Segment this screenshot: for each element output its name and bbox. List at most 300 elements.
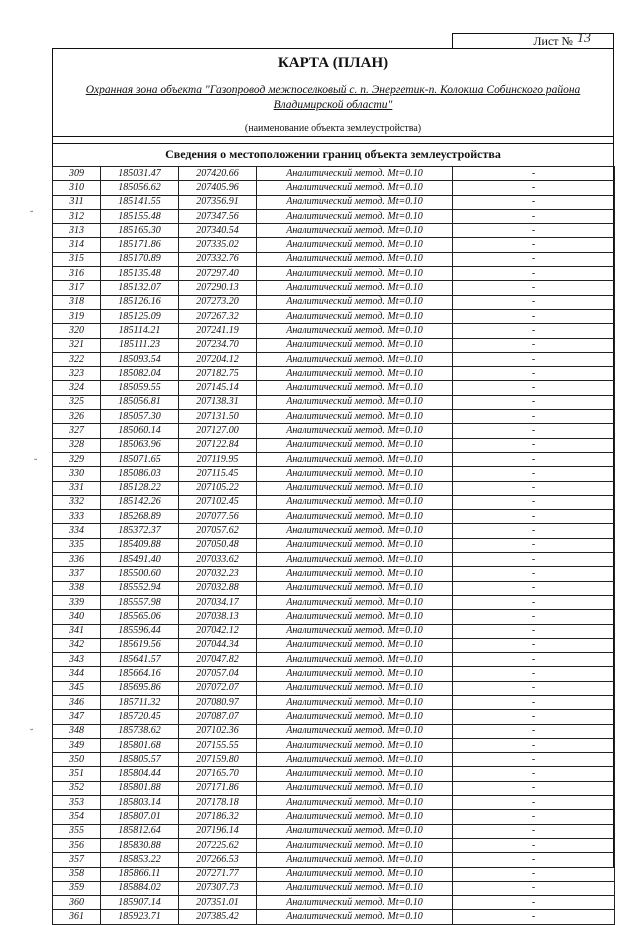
- table-row: [53, 324, 615, 338]
- description: -: [453, 167, 615, 181]
- coordinate-y: 207127.00: [179, 424, 257, 438]
- point-number: 319: [53, 309, 101, 323]
- point-number: 318: [53, 295, 101, 309]
- coordinate-x: 185165.30: [101, 224, 179, 238]
- coordinate-x: 185805.57: [101, 753, 179, 767]
- method-accuracy: Аналитический метод. Mt=0.10: [257, 753, 453, 767]
- coordinate-y: 207077.56: [179, 510, 257, 524]
- coordinate-y: 207122.84: [179, 438, 257, 452]
- description: -: [453, 610, 615, 624]
- table-row: [53, 438, 615, 452]
- coordinate-y: 207032.88: [179, 581, 257, 595]
- coordinates-table: [52, 166, 615, 925]
- description: -: [453, 352, 615, 366]
- description: -: [453, 324, 615, 338]
- table-row: [53, 738, 615, 752]
- method-accuracy: Аналитический метод. Mt=0.10: [257, 338, 453, 352]
- margin-mark: ˘: [30, 210, 34, 221]
- description: -: [453, 710, 615, 724]
- point-number: 337: [53, 567, 101, 581]
- point-number: 317: [53, 281, 101, 295]
- method-accuracy: Аналитический метод. Mt=0.10: [257, 610, 453, 624]
- coordinate-y: 207038.13: [179, 610, 257, 624]
- coordinate-x: 185128.22: [101, 481, 179, 495]
- table-row: [53, 681, 615, 695]
- margin-mark: ˘: [30, 728, 34, 739]
- coordinate-x: 185801.88: [101, 781, 179, 795]
- table-row: [53, 610, 615, 624]
- point-number: 339: [53, 595, 101, 609]
- method-accuracy: Аналитический метод. Mt=0.10: [257, 824, 453, 838]
- table-row: [53, 881, 615, 895]
- coordinate-x: 185866.11: [101, 867, 179, 881]
- method-accuracy: Аналитический метод. Mt=0.10: [257, 853, 453, 867]
- point-number: 313: [53, 224, 101, 238]
- table-row: [53, 424, 615, 438]
- description: -: [453, 524, 615, 538]
- table-row: [53, 224, 615, 238]
- point-number: 335: [53, 538, 101, 552]
- coordinate-y: 207385.42: [179, 910, 257, 924]
- description: -: [453, 467, 615, 481]
- description: -: [453, 295, 615, 309]
- coordinate-y: 207042.12: [179, 624, 257, 638]
- coordinate-x: 185372.37: [101, 524, 179, 538]
- table-row: [53, 209, 615, 223]
- coordinate-x: 185738.62: [101, 724, 179, 738]
- point-number: 361: [53, 910, 101, 924]
- description: -: [453, 867, 615, 881]
- table-row: [53, 653, 615, 667]
- coordinate-x: 185125.09: [101, 309, 179, 323]
- coordinate-y: 207138.31: [179, 395, 257, 409]
- coordinate-y: 207297.40: [179, 267, 257, 281]
- coordinate-x: 185082.04: [101, 367, 179, 381]
- table-row: [53, 524, 615, 538]
- point-number: 330: [53, 467, 101, 481]
- table-row: [53, 410, 615, 424]
- page-title: КАРТА (ПЛАН): [277, 55, 389, 71]
- table-row: [53, 267, 615, 281]
- table-row: [53, 838, 615, 852]
- sheet-number-box: [452, 33, 614, 48]
- description: -: [453, 624, 615, 638]
- coordinate-y: 207131.50: [179, 410, 257, 424]
- coordinate-x: 185830.88: [101, 838, 179, 852]
- description: -: [453, 209, 615, 223]
- method-accuracy: Аналитический метод. Mt=0.10: [257, 581, 453, 595]
- description: -: [453, 338, 615, 352]
- table-row: [53, 452, 615, 466]
- method-accuracy: Аналитический метод. Mt=0.10: [257, 781, 453, 795]
- coordinate-x: 185126.16: [101, 295, 179, 309]
- coordinate-x: 185111.23: [101, 338, 179, 352]
- point-number: 334: [53, 524, 101, 538]
- description: -: [453, 452, 615, 466]
- description: -: [453, 381, 615, 395]
- table-row: [53, 896, 615, 910]
- coordinate-y: 207032.23: [179, 567, 257, 581]
- method-accuracy: Аналитический метод. Mt=0.10: [257, 367, 453, 381]
- method-accuracy: Аналитический метод. Mt=0.10: [257, 181, 453, 195]
- coordinate-x: 185596.44: [101, 624, 179, 638]
- coordinate-y: 207044.34: [179, 638, 257, 652]
- coordinate-y: 207159.80: [179, 753, 257, 767]
- description: -: [453, 667, 615, 681]
- object-name: Охранная зона объекта "Газопровод межпоселковый с. п. Энергетик-п. Колокша Собинского района Владимирской области": [85, 84, 581, 111]
- table-row: [53, 553, 615, 567]
- coordinate-x: 185056.81: [101, 395, 179, 409]
- description: -: [453, 581, 615, 595]
- table-row: [53, 352, 615, 366]
- point-number: 324: [53, 381, 101, 395]
- point-number: 348: [53, 724, 101, 738]
- method-accuracy: Аналитический метод. Mt=0.10: [257, 410, 453, 424]
- description: -: [453, 896, 615, 910]
- table-row: [53, 367, 615, 381]
- point-number: 333: [53, 510, 101, 524]
- method-accuracy: Аналитический метод. Mt=0.10: [257, 510, 453, 524]
- method-accuracy: Аналитический метод. Mt=0.10: [257, 467, 453, 481]
- point-number: 310: [53, 181, 101, 195]
- coordinate-y: 207420.66: [179, 167, 257, 181]
- coordinate-x: 185619.56: [101, 638, 179, 652]
- point-number: 327: [53, 424, 101, 438]
- coordinate-y: 207145.14: [179, 381, 257, 395]
- point-number: 325: [53, 395, 101, 409]
- point-number: 342: [53, 638, 101, 652]
- point-number: 346: [53, 695, 101, 709]
- coordinate-x: 185409.88: [101, 538, 179, 552]
- coordinate-x: 185093.54: [101, 352, 179, 366]
- point-number: 351: [53, 767, 101, 781]
- method-accuracy: Аналитический метод. Mt=0.10: [257, 352, 453, 366]
- description: -: [453, 481, 615, 495]
- table-row: [53, 910, 615, 924]
- method-accuracy: Аналитический метод. Mt=0.10: [257, 438, 453, 452]
- description: -: [453, 810, 615, 824]
- description: -: [453, 567, 615, 581]
- coordinate-x: 185557.98: [101, 595, 179, 609]
- description: -: [453, 252, 615, 266]
- table-row: [53, 395, 615, 409]
- coordinate-y: 207033.62: [179, 553, 257, 567]
- point-number: 328: [53, 438, 101, 452]
- point-number: 358: [53, 867, 101, 881]
- table-row: [53, 567, 615, 581]
- description: -: [453, 724, 615, 738]
- description: -: [453, 395, 615, 409]
- coordinate-x: 185063.96: [101, 438, 179, 452]
- table-row: [53, 538, 615, 552]
- description: -: [453, 538, 615, 552]
- method-accuracy: Аналитический метод. Mt=0.10: [257, 838, 453, 852]
- method-accuracy: Аналитический метод. Mt=0.10: [257, 481, 453, 495]
- coordinate-y: 207340.54: [179, 224, 257, 238]
- coordinate-x: 185552.94: [101, 581, 179, 595]
- point-number: 355: [53, 824, 101, 838]
- coordinate-x: 185907.14: [101, 896, 179, 910]
- description: -: [453, 224, 615, 238]
- method-accuracy: Аналитический метод. Mt=0.10: [257, 452, 453, 466]
- coordinate-y: 207307.73: [179, 881, 257, 895]
- method-accuracy: Аналитический метод. Mt=0.10: [257, 881, 453, 895]
- section-heading: Сведения о местоположении границ объекта землеустройства: [165, 147, 501, 161]
- sheet-number: 13: [577, 31, 591, 46]
- point-number: 341: [53, 624, 101, 638]
- table-row: [53, 381, 615, 395]
- coordinate-x: 185720.45: [101, 710, 179, 724]
- table-row: [53, 495, 615, 509]
- table-row: [53, 667, 615, 681]
- table-row: [53, 595, 615, 609]
- coordinate-x: 185031.47: [101, 167, 179, 181]
- coordinate-y: 207178.18: [179, 796, 257, 810]
- description: -: [453, 738, 615, 752]
- coordinate-x: 185142.26: [101, 495, 179, 509]
- coordinate-x: 185803.14: [101, 796, 179, 810]
- table-row: [53, 767, 615, 781]
- divider: [52, 136, 614, 137]
- coordinate-x: 185923.71: [101, 910, 179, 924]
- method-accuracy: Аналитический метод. Mt=0.10: [257, 538, 453, 552]
- table-row: [53, 724, 615, 738]
- description: -: [453, 195, 615, 209]
- point-number: 353: [53, 796, 101, 810]
- description: -: [453, 181, 615, 195]
- coordinate-y: 207186.32: [179, 810, 257, 824]
- method-accuracy: Аналитический метод. Mt=0.10: [257, 796, 453, 810]
- method-accuracy: Аналитический метод. Mt=0.10: [257, 710, 453, 724]
- table-row: [53, 467, 615, 481]
- table-row: [53, 510, 615, 524]
- coordinate-x: 185141.55: [101, 195, 179, 209]
- method-accuracy: Аналитический метод. Mt=0.10: [257, 238, 453, 252]
- method-accuracy: Аналитический метод. Mt=0.10: [257, 495, 453, 509]
- point-number: 354: [53, 810, 101, 824]
- coordinate-x: 185059.55: [101, 381, 179, 395]
- method-accuracy: Аналитический метод. Mt=0.10: [257, 295, 453, 309]
- description: -: [453, 424, 615, 438]
- point-number: 312: [53, 209, 101, 223]
- point-number: 347: [53, 710, 101, 724]
- table-row: [53, 624, 615, 638]
- table-row: [53, 295, 615, 309]
- coordinate-x: 185268.89: [101, 510, 179, 524]
- margin-mark: ˘: [34, 458, 38, 469]
- point-number: 336: [53, 553, 101, 567]
- table-row: [53, 781, 615, 795]
- description: -: [453, 653, 615, 667]
- coordinate-x: 185812.64: [101, 824, 179, 838]
- coordinate-y: 207155.55: [179, 738, 257, 752]
- point-number: 314: [53, 238, 101, 252]
- method-accuracy: Аналитический метод. Mt=0.10: [257, 810, 453, 824]
- coordinate-y: 207225.62: [179, 838, 257, 852]
- method-accuracy: Аналитический метод. Mt=0.10: [257, 896, 453, 910]
- table-row: [53, 167, 615, 181]
- method-accuracy: Аналитический метод. Mt=0.10: [257, 395, 453, 409]
- description: -: [453, 881, 615, 895]
- coordinate-y: 207273.20: [179, 295, 257, 309]
- table-row: [53, 753, 615, 767]
- coordinate-y: 207332.76: [179, 252, 257, 266]
- coordinate-y: 207047.82: [179, 653, 257, 667]
- coordinate-x: 185155.48: [101, 209, 179, 223]
- coordinate-x: 185804.44: [101, 767, 179, 781]
- description: -: [453, 910, 615, 924]
- coordinate-y: 207405.96: [179, 181, 257, 195]
- description: -: [453, 510, 615, 524]
- coordinate-x: 185114.21: [101, 324, 179, 338]
- method-accuracy: Аналитический метод. Mt=0.10: [257, 424, 453, 438]
- table-row: [53, 338, 615, 352]
- coordinate-y: 207182.75: [179, 367, 257, 381]
- point-number: 345: [53, 681, 101, 695]
- coordinate-y: 207335.02: [179, 238, 257, 252]
- point-number: 321: [53, 338, 101, 352]
- method-accuracy: Аналитический метод. Mt=0.10: [257, 867, 453, 881]
- table-row: [53, 238, 615, 252]
- coordinate-x: 185641.57: [101, 653, 179, 667]
- coordinate-x: 185664.16: [101, 667, 179, 681]
- coordinate-y: 207057.62: [179, 524, 257, 538]
- method-accuracy: Аналитический метод. Mt=0.10: [257, 681, 453, 695]
- object-name-caption: (наименование объекта землеустройства): [244, 123, 422, 134]
- table-row: [53, 281, 615, 295]
- description: -: [453, 796, 615, 810]
- table-row: [53, 810, 615, 824]
- coordinate-x: 185491.40: [101, 553, 179, 567]
- point-number: 349: [53, 738, 101, 752]
- point-number: 350: [53, 753, 101, 767]
- coordinate-x: 185801.68: [101, 738, 179, 752]
- coordinate-y: 207102.45: [179, 495, 257, 509]
- coordinate-x: 185132.07: [101, 281, 179, 295]
- method-accuracy: Аналитический метод. Mt=0.10: [257, 252, 453, 266]
- coordinate-y: 207080.97: [179, 695, 257, 709]
- method-accuracy: Аналитический метод. Mt=0.10: [257, 324, 453, 338]
- method-accuracy: Аналитический метод. Mt=0.10: [257, 910, 453, 924]
- divider: [52, 143, 614, 144]
- table-row: [53, 181, 615, 195]
- point-number: 326: [53, 410, 101, 424]
- method-accuracy: Аналитический метод. Mt=0.10: [257, 167, 453, 181]
- coordinate-y: 207171.86: [179, 781, 257, 795]
- table-row: [53, 195, 615, 209]
- table-row: [53, 695, 615, 709]
- point-number: 309: [53, 167, 101, 181]
- coordinate-y: 207087.07: [179, 710, 257, 724]
- method-accuracy: Аналитический метод. Mt=0.10: [257, 724, 453, 738]
- coordinate-y: 207057.04: [179, 667, 257, 681]
- description: -: [453, 410, 615, 424]
- coordinate-y: 207351.01: [179, 896, 257, 910]
- method-accuracy: Аналитический метод. Mt=0.10: [257, 638, 453, 652]
- table-row: [53, 481, 615, 495]
- description: -: [453, 781, 615, 795]
- description: -: [453, 267, 615, 281]
- coordinate-x: 185171.86: [101, 238, 179, 252]
- coordinate-y: 207165.70: [179, 767, 257, 781]
- coordinate-y: 207050.48: [179, 538, 257, 552]
- method-accuracy: Аналитический метод. Mt=0.10: [257, 653, 453, 667]
- description: -: [453, 309, 615, 323]
- point-number: 357: [53, 853, 101, 867]
- table-row: [53, 252, 615, 266]
- method-accuracy: Аналитический метод. Mt=0.10: [257, 224, 453, 238]
- coordinate-x: 185135.48: [101, 267, 179, 281]
- table-row: [53, 867, 615, 881]
- method-accuracy: Аналитический метод. Mt=0.10: [257, 767, 453, 781]
- description: -: [453, 824, 615, 838]
- coordinate-y: 207204.12: [179, 352, 257, 366]
- coordinate-y: 207266.53: [179, 853, 257, 867]
- coordinate-x: 185695.86: [101, 681, 179, 695]
- description: -: [453, 767, 615, 781]
- point-number: 343: [53, 653, 101, 667]
- coordinate-y: 207271.77: [179, 867, 257, 881]
- table-row: [53, 796, 615, 810]
- coordinate-x: 185170.89: [101, 252, 179, 266]
- coordinate-x: 185500.60: [101, 567, 179, 581]
- coordinate-x: 185071.65: [101, 452, 179, 466]
- method-accuracy: Аналитический метод. Mt=0.10: [257, 738, 453, 752]
- point-number: 322: [53, 352, 101, 366]
- coordinate-y: 207234.70: [179, 338, 257, 352]
- table-row: [53, 581, 615, 595]
- point-number: 331: [53, 481, 101, 495]
- point-number: 340: [53, 610, 101, 624]
- method-accuracy: Аналитический метод. Mt=0.10: [257, 209, 453, 223]
- description: -: [453, 281, 615, 295]
- description: -: [453, 638, 615, 652]
- point-number: 329: [53, 452, 101, 466]
- description: -: [453, 853, 615, 867]
- coordinate-y: 207119.95: [179, 452, 257, 466]
- coordinate-y: 207102.36: [179, 724, 257, 738]
- method-accuracy: Аналитический метод. Mt=0.10: [257, 309, 453, 323]
- coordinate-x: 185853.22: [101, 853, 179, 867]
- point-number: 320: [53, 324, 101, 338]
- description: -: [453, 238, 615, 252]
- method-accuracy: Аналитический метод. Mt=0.10: [257, 381, 453, 395]
- description: -: [453, 438, 615, 452]
- description: -: [453, 595, 615, 609]
- coordinate-y: 207196.14: [179, 824, 257, 838]
- coordinate-x: 185060.14: [101, 424, 179, 438]
- method-accuracy: Аналитический метод. Mt=0.10: [257, 695, 453, 709]
- point-number: 352: [53, 781, 101, 795]
- coordinate-y: 207290.13: [179, 281, 257, 295]
- coordinate-y: 207115.45: [179, 467, 257, 481]
- description: -: [453, 838, 615, 852]
- point-number: 311: [53, 195, 101, 209]
- method-accuracy: Аналитический метод. Mt=0.10: [257, 595, 453, 609]
- method-accuracy: Аналитический метод. Mt=0.10: [257, 667, 453, 681]
- point-number: 360: [53, 896, 101, 910]
- coordinate-y: 207356.91: [179, 195, 257, 209]
- point-number: 356: [53, 838, 101, 852]
- method-accuracy: Аналитический метод. Mt=0.10: [257, 553, 453, 567]
- coordinate-x: 185565.06: [101, 610, 179, 624]
- table-row: [53, 309, 615, 323]
- method-accuracy: Аналитический метод. Mt=0.10: [257, 567, 453, 581]
- point-number: 359: [53, 881, 101, 895]
- table-row: [53, 824, 615, 838]
- method-accuracy: Аналитический метод. Mt=0.10: [257, 624, 453, 638]
- point-number: 332: [53, 495, 101, 509]
